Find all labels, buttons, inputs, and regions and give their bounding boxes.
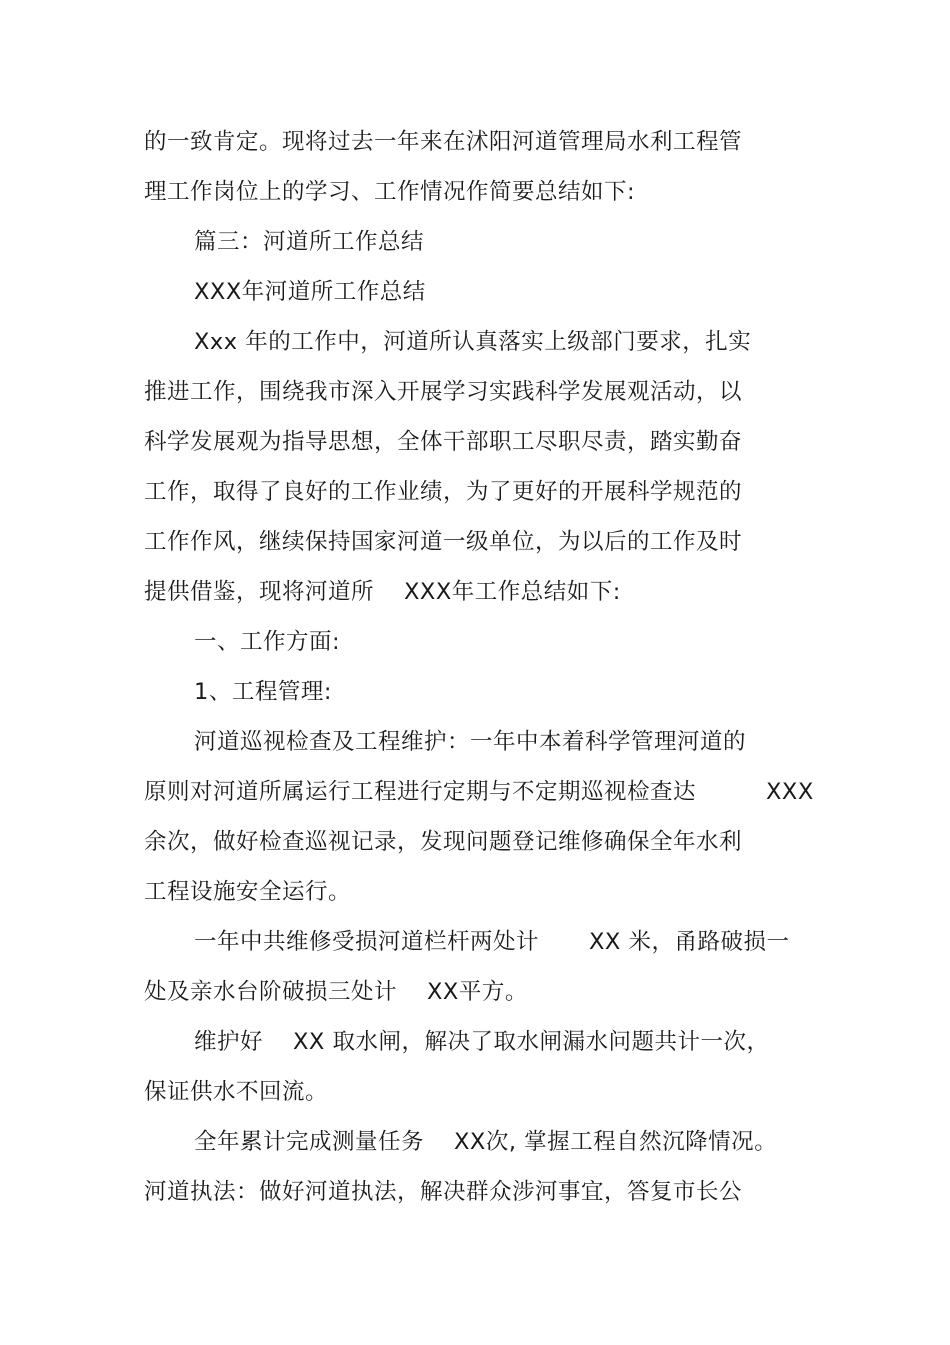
text-line [144,1177,742,1207]
line-text: 理工作岗位上的学习、工作情况作简要总结如下: [144,179,636,205]
text-line [194,727,746,757]
text-line [144,177,635,207]
subsection-heading [194,677,332,707]
section-heading [194,227,424,257]
text-line [144,1077,328,1107]
line-text: 全年累计完成测量任务 [194,1129,425,1155]
text-line [194,927,790,957]
line-text: 的一致肯定。现将过去一年来在沭阳河道管理局水利工程管 [144,129,743,155]
line-text: 处及亲水台阶破损三处计 [144,979,398,1005]
line-text: 一年中共维修受损河道栏杆两处计 [194,929,540,955]
line-text: XX平方。 [427,979,528,1005]
section-heading [194,627,340,657]
line-text: 工程设施安全运行。 [144,879,352,905]
line-text: Xxx 年的工作中，河道所认真落实上级部门要求，扎实 [194,329,752,355]
text-line [144,527,742,557]
line-text: 河道巡视检查及工程维护：一年中本着科学管理河道的 [194,729,747,755]
text-line [144,777,814,807]
text-line [194,1027,770,1057]
document-title [194,277,426,307]
text-line [144,377,742,407]
line-text: 维护好 [194,1029,264,1055]
line-text: 推进工作，围绕我市深入开展学习实践科学发展观活动，以 [144,379,743,405]
text-line [194,327,751,357]
text-line [144,427,742,457]
line-text: 工作，取得了良好的工作业绩，为了更好的开展科学规范的 [144,479,743,505]
line-text: XXX [766,779,814,805]
text-line [144,477,742,507]
title-text: XXX年河道所工作总结 [194,279,426,305]
heading-text: 1、工程管理: [194,679,332,705]
text-line [144,577,621,607]
text-line [144,827,742,857]
line-text: XXX年工作总结如下: [404,579,621,605]
line-text: XX次, 掌握工程自然沉降情况。 [454,1129,778,1155]
line-text: 原则对河道所属运行工程进行定期与不定期巡视检查达 [144,779,697,805]
line-text: 提供借鉴，现将河道所 [144,579,375,605]
text-line [144,877,351,907]
line-text: XX 米，甬路破损一 [589,929,790,955]
heading-text: 一、工作方面: [194,629,341,655]
text-line [144,127,742,157]
line-text: 保证供水不回流。 [144,1079,329,1105]
line-text: XX 取水闸，解决了取水闸漏水问题共计一次， [293,1029,770,1055]
heading-text: 篇三：河道所工作总结 [194,229,425,255]
text-line [144,977,528,1007]
line-text: 河道执法：做好河道执法，解决群众涉河事宜，答复市长公 [144,1179,743,1205]
line-text: 工作作风，继续保持国家河道一级单位，为以后的工作及时 [144,529,743,555]
text-line [194,1127,777,1157]
line-text: 余次，做好检查巡视记录，发现问题登记维修确保全年水利 [144,829,743,855]
line-text: 科学发展观为指导思想，全体干部职工尽职尽责，踏实勤奋 [144,429,743,455]
